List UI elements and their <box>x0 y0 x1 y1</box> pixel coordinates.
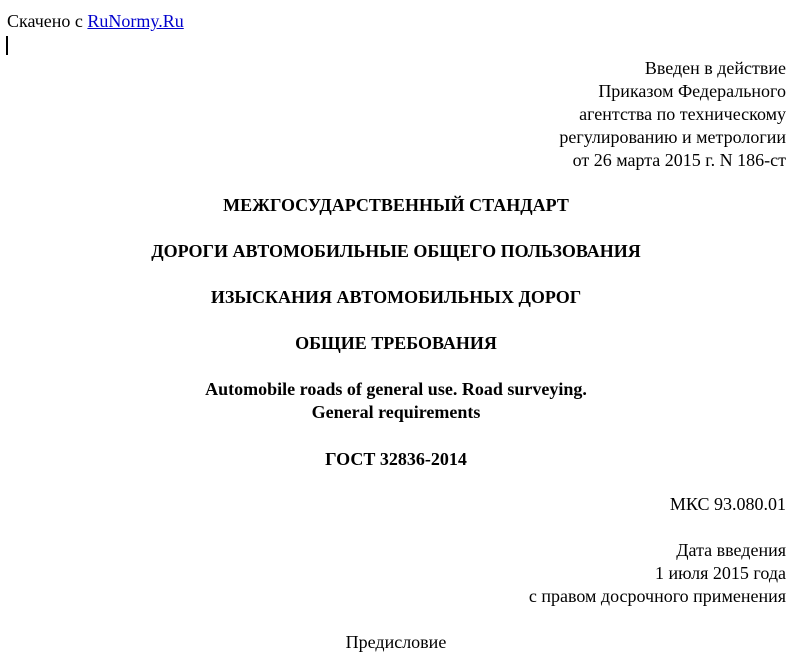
effective-line: с правом досрочного применения <box>528 586 786 606</box>
title-heading-2: ИЗЫСКАНИЯ АВТОМОБИЛЬНЫХ ДОРОГ <box>210 287 582 307</box>
foreword-heading: Предисловие <box>345 632 447 652</box>
standard-type-heading: МЕЖГОСУДАРСТВЕННЫЙ СТАНДАРТ <box>223 195 569 215</box>
mks-code: МКС 93.080.01 <box>669 494 786 514</box>
gost-number: ГОСТ 32836-2014 <box>325 449 467 469</box>
source-line <box>7 10 184 33</box>
introduced-line: регулированию и метрологии <box>559 127 786 147</box>
text-cursor <box>6 36 8 55</box>
effective-date-block <box>529 539 786 608</box>
introduced-line: агентства по техническому <box>579 104 786 124</box>
title-heading-1: ДОРОГИ АВТОМОБИЛЬНЫЕ ОБЩЕГО ПОЛЬЗОВАНИЯ <box>151 241 641 261</box>
effective-line: 1 июля 2015 года <box>655 563 786 583</box>
introduced-line: от 26 марта 2015 г. N 186-ст <box>572 150 786 170</box>
introduction-order-block <box>559 57 786 172</box>
english-title-line-2: General requirements <box>311 402 481 422</box>
english-title-line-1: Automobile roads of general use. Road surveying. <box>205 379 587 399</box>
runormy-link[interactable]: RuNormy.Ru <box>87 11 184 31</box>
source-prefix: Скачено с <box>7 11 88 31</box>
effective-line: Дата введения <box>676 540 786 560</box>
title-heading-3: ОБЩИЕ ТРЕБОВАНИЯ <box>295 333 497 353</box>
introduced-line: Введен в действие <box>644 58 786 78</box>
introduced-line: Приказом Федерального <box>598 81 786 101</box>
mks-block <box>670 493 786 516</box>
